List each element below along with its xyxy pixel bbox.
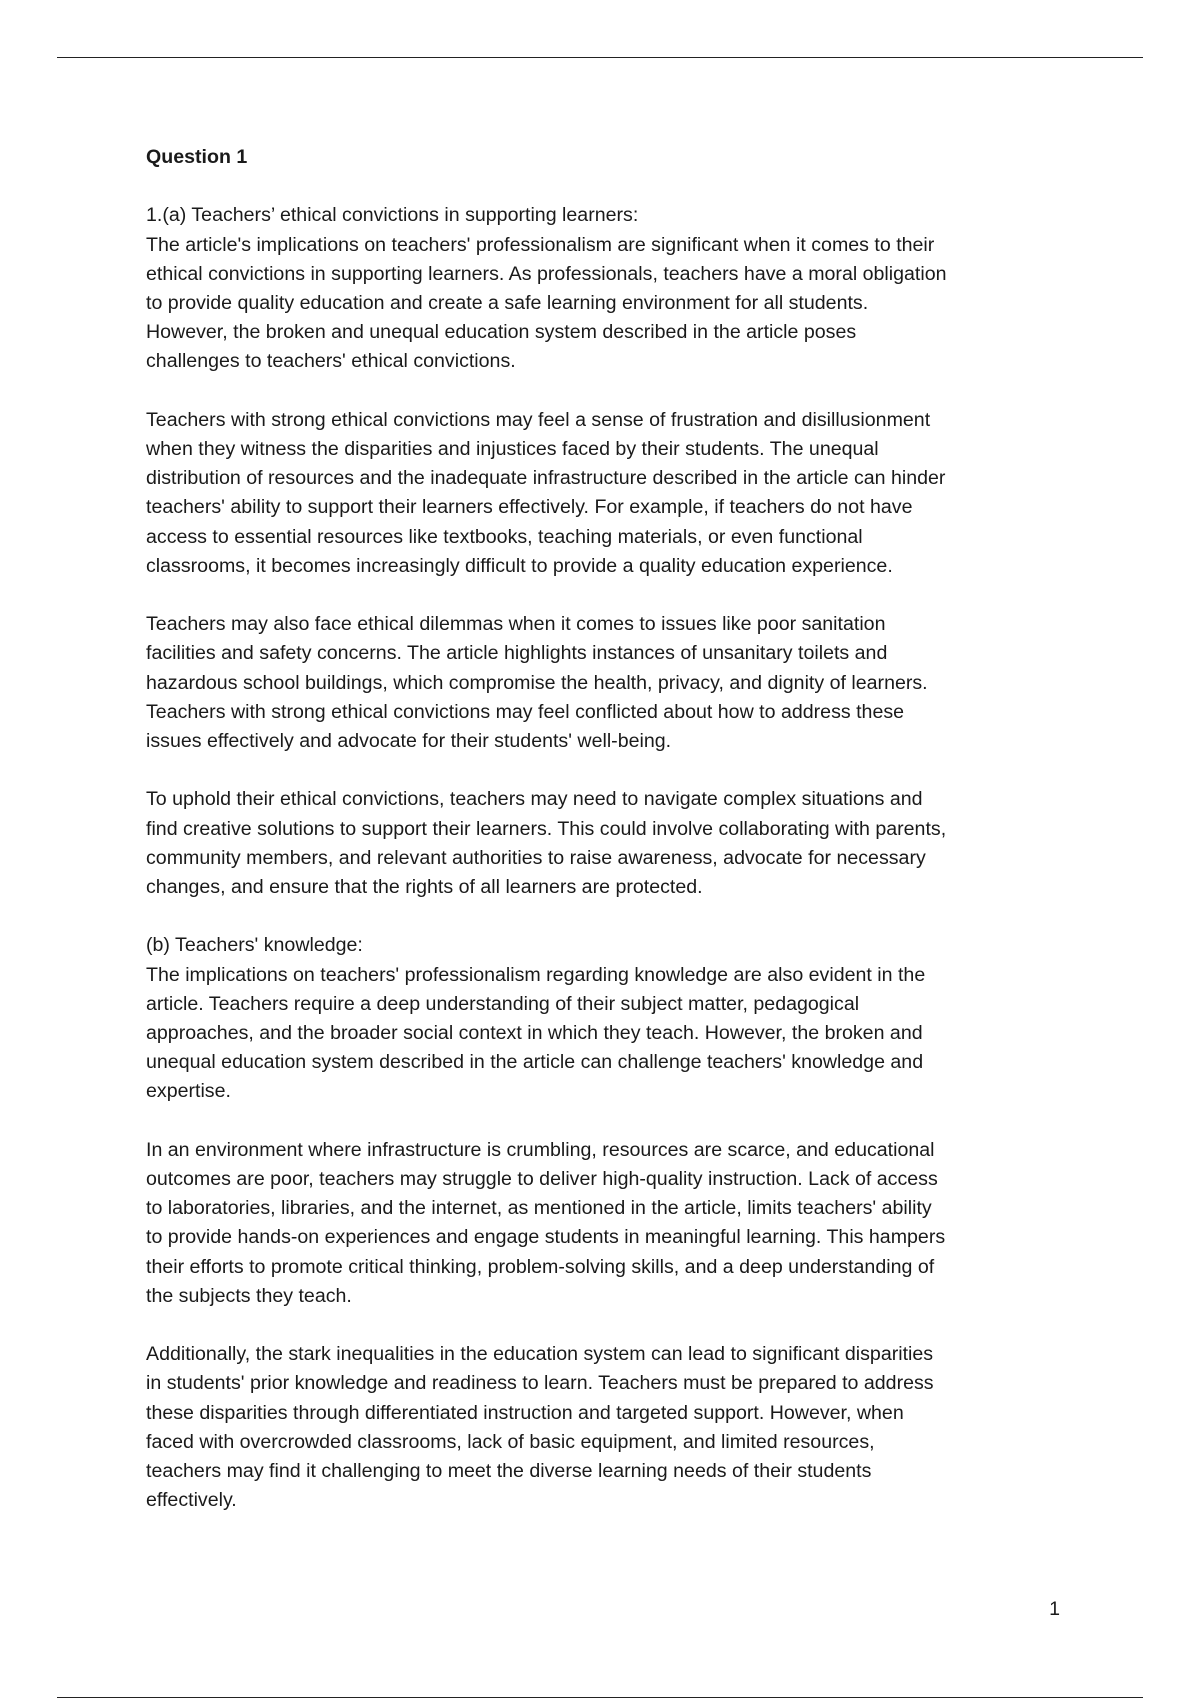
text-line: 1.(a) Teachers’ ethical convictions in supporting learners: [146, 204, 639, 227]
text-line: Teachers with strong ethical convictions may feel a sense of frustration and disillusionment [146, 408, 931, 431]
text-line: The implications on teachers' professionalism regarding knowledge are also evident in the [146, 963, 926, 986]
text-line: to provide quality education and create a safe learning environment for all students. [146, 292, 869, 314]
text-line: issues effectively and advocate for their students' well-being. [146, 730, 672, 753]
text-line: Additionally, the stark inequalities in the education system can lead to significant disparities [146, 1343, 934, 1366]
text-line: teachers' ability to support their learners effectively. For example, if teachers do not have [146, 496, 913, 519]
text-line: find creative solutions to support their learners. This could involve collaborating with parents, [146, 817, 947, 840]
text-line: However, the broken and unequal education system described in the article poses [146, 321, 857, 344]
text-line: to provide hands-on experiences and engage students in meaningful learning. This hampers [146, 1226, 946, 1249]
text-line: outcomes are poor, teachers may struggle to deliver high-quality instruction. Lack of access [146, 1168, 938, 1191]
text-line: In an environment where infrastructure is crumbling, resources are scarce, and educational [146, 1138, 935, 1161]
text-line: hazardous school buildings, which compromise the health, privacy, and dignity of learners. [146, 671, 928, 694]
paragraph [146, 610, 1066, 756]
paragraph-list [146, 201, 1066, 1515]
document-body [146, 143, 1066, 1545]
text-line: facilities and safety concerns. The article highlights instances of unsanitary toilets and [146, 642, 888, 665]
text-line: faced with overcrowded classrooms, lack of basic equipment, and limited resources, [146, 1430, 875, 1453]
text-line: To uphold their ethical convictions, teachers may need to navigate complex situations and [146, 788, 923, 811]
text-line: effectively. [146, 1489, 237, 1512]
paragraph [146, 931, 1066, 1106]
text-line: unequal education system described in the article can challenge teachers' knowledge and [146, 1051, 924, 1074]
text-line: teachers may find it challenging to meet the diverse learning needs of their students [146, 1460, 872, 1483]
text-line: challenges to teachers' ethical convictions. [146, 350, 516, 373]
text-line: community members, and relevant authorities to raise awareness, advocate for necessary [146, 846, 926, 869]
paragraph [146, 201, 1066, 376]
text-line: to laboratories, libraries, and the internet, as mentioned in the article, limits teachers' ability [146, 1197, 932, 1220]
question-title: Question 1 [146, 146, 248, 168]
paragraph [146, 1136, 1066, 1311]
text-line: distribution of resources and the inadequate infrastructure described in the article can hinder [146, 467, 946, 490]
text-line: approaches, and the broader social context in which they teach. However, the broken and [146, 1022, 923, 1045]
text-line: access to essential resources like textbooks, teaching materials, or even functional [146, 525, 863, 548]
page-number: 1 [1049, 1598, 1060, 1620]
text-line: article. Teachers require a deep understanding of their subject matter, pedagogical [146, 992, 860, 1015]
text-line: their efforts to promote critical thinking, problem-solving skills, and a deep understanding of [146, 1255, 935, 1278]
text-line: changes, and ensure that the rights of all learners are protected. [146, 876, 703, 899]
text-line: The article's implications on teachers' professionalism are significant when it comes to their [146, 233, 935, 256]
text-line: these disparities through differentiated instruction and targeted support. However, when [146, 1401, 904, 1424]
text-line: Teachers with strong ethical convictions may feel conflicted about how to address these [146, 700, 905, 723]
paragraph [146, 1340, 1066, 1515]
text-line: ethical convictions in supporting learners. As professionals, teachers have a moral obligation [146, 262, 947, 285]
paragraph [146, 785, 1066, 902]
text-line: in students' prior knowledge and readiness to learn. Teachers must be prepared to address [146, 1372, 934, 1395]
text-line: when they witness the disparities and injustices faced by their students. The unequal [146, 438, 879, 460]
text-line: Teachers may also face ethical dilemmas when it comes to issues like poor sanitation [146, 613, 886, 636]
text-line: classrooms, it becomes increasingly difficult to provide a quality education experience. [146, 554, 893, 577]
text-line: (b) Teachers' knowledge: [146, 934, 363, 957]
header-rule [57, 57, 1143, 58]
footer-rule [57, 1697, 1143, 1698]
text-line: expertise. [146, 1080, 231, 1103]
text-line: the subjects they teach. [146, 1284, 352, 1307]
paragraph [146, 406, 1066, 581]
